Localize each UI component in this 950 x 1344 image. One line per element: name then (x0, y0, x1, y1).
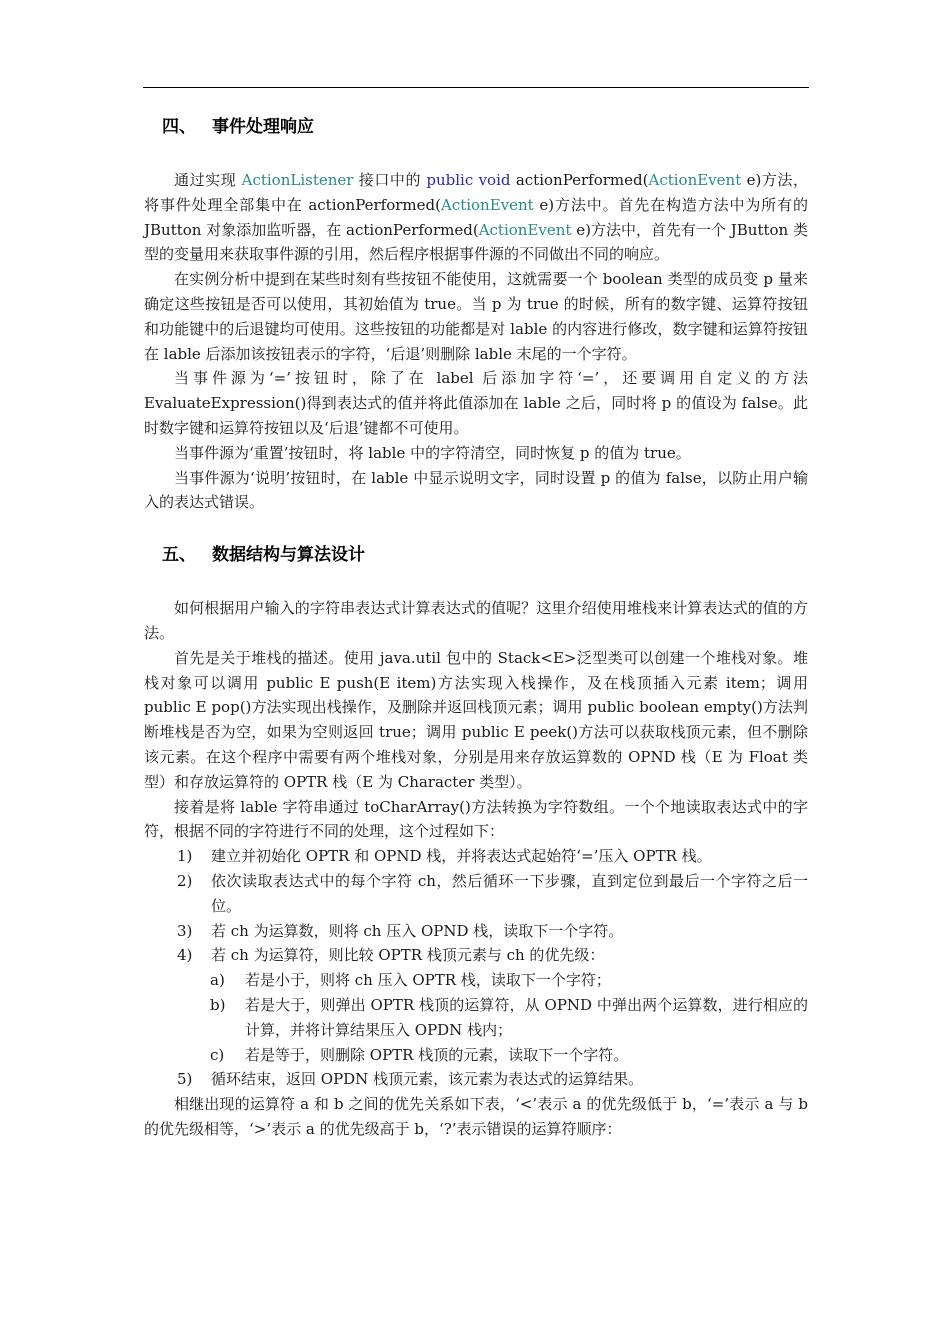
list-item-text: 若 ch 为运算数，则将 ch 压入 OPND 栈，读取下一个字符。 (211, 921, 624, 940)
section-5-paragraph-3: 接着是将 lable 字符串通过 toCharArray()方法转换为字符数组。一个个地读取表达式中的字符，根据不同的字符进行不同的处理，这个过程如下： (144, 797, 808, 841)
section-5-number: 五、 (162, 545, 196, 566)
section-4-body (144, 168, 808, 515)
text-run: 接口中的 (353, 171, 427, 189)
text-run: e)方法中，首先有一个 JButton 类型的变量用来获取事件源的引用，然后程序根据事件源的不同做出不同的响应。 (144, 220, 808, 264)
section-4-paragraph-2: 在实例分析中提到在某些时刻有些按钮不能使用，这就需要一个 boolean 类型的成员变 p 量来确定这些按钮是否可以使用，其初始值为 true。当 p 为 true 的时候，所有的数字键、运算符按钮和功能键中的后退键均可使用。这些按钮的功能都是对 lable 的内容进行修改，数字键和运算符按钮在 lable 后添加该按钮表示的字符，‘后退’则删除 lable 末尾的一个字符。 (144, 270, 808, 363)
algorithm-step-5 (144, 1067, 808, 1092)
list-item-text: 依次读取表达式中的每个字符 ch，然后循环一下步骤，直到定位到最后一个字符之后一位。 (211, 871, 808, 915)
section-4-title: 事件处理响应 (212, 117, 314, 137)
section-4-heading (144, 112, 808, 142)
list-marker: 1) (177, 847, 193, 866)
list-item-text: 循环结束，返回 OPDN 栈顶元素，该元素为表达式的运算结果。 (211, 1070, 644, 1089)
section-4-paragraph-5: 当事件源为‘说明’按钮时，在 lable 中显示说明文字，同时设置 p 的值为 false，以防止用户输入的表达式错误。 (144, 468, 808, 512)
list-marker: b) (210, 995, 226, 1014)
algorithm-steps (144, 844, 808, 968)
list-marker: c) (210, 1045, 225, 1064)
list-item (144, 1067, 808, 1092)
code-keyword: public void (426, 171, 511, 189)
section-4-paragraph-1 (144, 168, 808, 267)
list-item-text: 若是大于，则弹出 OPTR 栈顶的运算符，从 OPND 中弹出两个运算数，进行相应的计算，并将计算结果压入 OPDN 栈内； (245, 995, 808, 1039)
text-run: e)方法，将事件处理全部集中在 actionPerformed( (144, 171, 809, 214)
code-keyword: ActionEvent (478, 220, 572, 239)
document-body (144, 112, 808, 1142)
text-run: actionPerformed( (510, 171, 649, 189)
code-keyword: ActionListener (241, 171, 354, 189)
section-4-number: 四、 (162, 117, 196, 137)
list-item (144, 919, 808, 944)
list-item (144, 968, 808, 993)
section-5-paragraph-4: 相继出现的运算符 a 和 b 之间的优先关系如下表，‘<’表示 a 的优先级低于 b，‘=’表示 a 与 b 的优先级相等，‘>’表示 a 的优先级高于 b，‘?’表示错误的运算符顺序： (144, 1095, 808, 1138)
text-run: 通过实现 (174, 171, 242, 189)
list-item-text: 若是等于，则删除 OPTR 栈顶的元素，读取下一个字符。 (245, 1045, 629, 1064)
section-5-paragraph-1: 如何根据用户输入的字符串表达式计算表达式的值呢？这里介绍使用堆栈来计算表达式的值的方法。 (144, 599, 808, 642)
code-keyword: ActionEvent (440, 195, 534, 214)
list-marker: a) (210, 971, 225, 990)
list-item-text: 若是小于，则将 ch 压入 OPTR 栈，读取下一个字符； (245, 971, 611, 990)
text-run: e)方法中。首先在构造方法中为所有的 JButton 对象添加监听器，在 actionPerformed( (144, 195, 808, 239)
list-marker: 2) (177, 871, 193, 890)
list-item (144, 869, 808, 919)
list-marker: 4) (177, 946, 193, 965)
section-4-paragraph-4: 当事件源为‘重置’按钮时，将 lable 中的字符清空，同时恢复 p 的值为 true。 (174, 443, 691, 462)
list-item (144, 844, 808, 869)
section-5-title: 数据结构与算法设计 (212, 545, 365, 566)
list-item (144, 1043, 808, 1068)
code-keyword: ActionEvent (648, 171, 742, 189)
section-5-body (144, 596, 808, 1142)
list-item-text: 建立并初始化 OPTR 和 OPND 栈，并将表达式起始符‘=’压入 OPTR 栈。 (211, 847, 712, 866)
section-5-heading (144, 540, 808, 570)
section-5-paragraph-2: 首先是关于堆栈的描述。使用 java.util 包中的 Stack<E>泛型类可以创建一个堆栈对象。堆栈对象可以调用 public E push(E item)方法实现入栈操作，及在栈顶插入元素 item；调用 public E pop()方法实现出栈操作，及删除并返回栈顶元素；调用 public boolean empty()方法判断堆栈是否为空，如果为空则返回 true；调用 public E peek()方法可以获取栈顶元素，但不删除该元素。在这个程序中需要有两个堆栈对象，分别是用来存放运算数的 OPND 栈（E 为 Float 类型）和存放运算符的 OPTR 栈（E 为 Character 类型）。 (144, 648, 808, 791)
header-rule (143, 87, 809, 88)
section-4-paragraph-3: 当事件源为‘=’按钮时，除了在 label 后添加字符‘=’，还要调用自定义的方法 EvaluateExpression()得到表达式的值并将此值添加在 lable 之后，同时将 p 的值设为 false。此时数字键和运算符按钮以及‘后退’键都不可使用。 (144, 369, 808, 437)
list-item (144, 943, 808, 968)
algorithm-substeps (144, 968, 808, 1067)
list-item (144, 993, 808, 1043)
list-marker: 5) (177, 1070, 193, 1089)
list-marker: 3) (177, 921, 193, 940)
list-item-text: 若 ch 为运算符，则比较 OPTR 栈顶元素与 ch 的优先级： (211, 946, 605, 965)
